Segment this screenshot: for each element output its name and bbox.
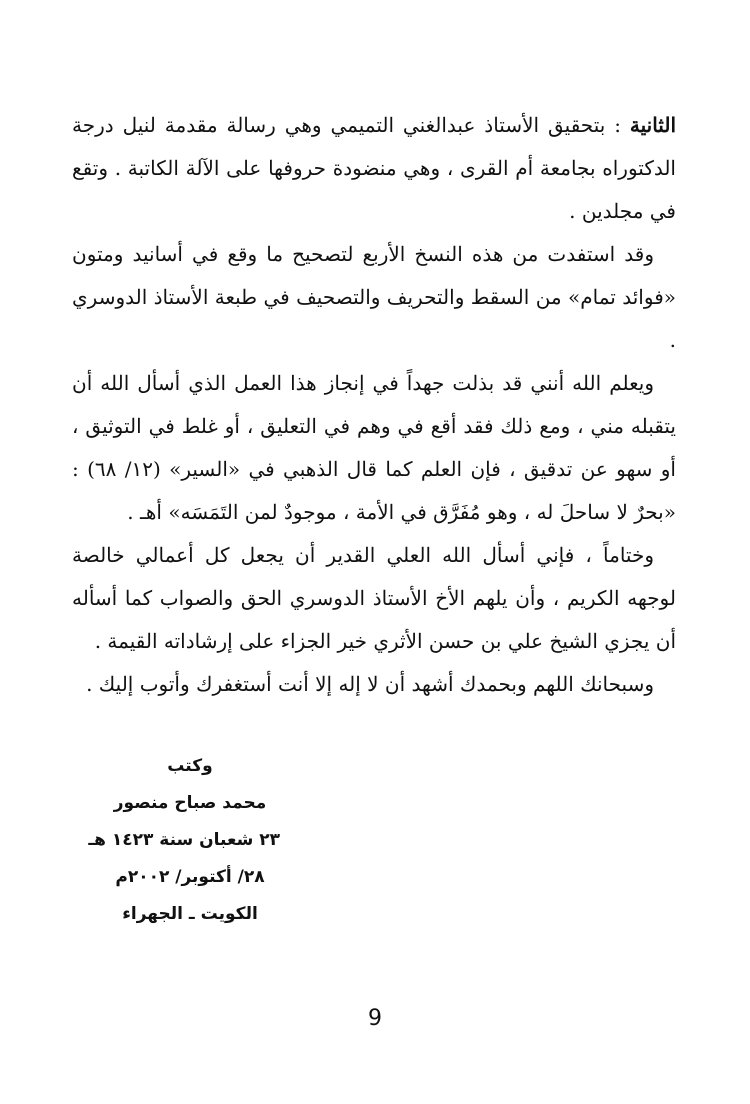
paragraph-lead-word: الثانية <box>629 113 676 137</box>
paragraph-closing: وختاماً ، فإني أسأل الله العلي القدير أن يجعل كل أعمالي خالصة لوجهه الكريم ، وأن يلهم الأخ الأستاذ الدوسري الحق والصواب كما أسأله أن يجزي الشيخ علي بن حسن الأثري خير الجزاء على إرشاداته القيمة . <box>72 543 676 653</box>
paragraph-text: : بتحقيق الأستاذ عبدالغني التميمي وهي رسالة مقدمة لنيل درجة الدكتوراه بجامعة أم القرى ، وهي منضودة حروفها على الآلة الكاتبة . وتقع في مجلدين . <box>72 113 676 223</box>
paragraph-benefit: وقد استفدت من هذه النسخ الأربع لتصحيح ما وقع في أسانيد ومتون «فوائد تمام» من السقط والتحريف والتصحيف في طبعة الأستاذ الدوسري . <box>72 242 676 352</box>
signature-hijri-date: ٢٣ شعبان سنة ١٤٢٣ هـ <box>88 830 280 850</box>
paragraph-second-manuscript <box>72 104 676 233</box>
signature-wrote: وكتب <box>167 756 213 776</box>
signature-place: الكويت ـ الجهراء <box>122 904 258 924</box>
paragraph-prayer: وسبحانك اللهم وبحمدك أشهد أن لا إله إلا أنت أستغفرك وأتوب إليك . <box>86 672 654 696</box>
page-number: 9 <box>368 1006 382 1031</box>
body-text <box>72 104 676 706</box>
signature-name: محمد صباح منصور <box>113 793 267 813</box>
paragraph-effort: ويعلم الله أنني قد بذلت جهداً في إنجاز هذا العمل الذي أسأل الله أن يتقبله مني ، ومع ذلك فقد أقع في وهم في التعليق ، أو غلط في التوثيق ، أو سهو عن تدقيق ، فإن العلم كما قال الذهبي في «السير» (١٢/ ٦٨) : «بحرٌ لا ساحلَ له ، وهو مُفَرَّق في الأمة ، موجودٌ لمن التَمَسَه» أهـ . <box>72 371 676 524</box>
signature-gregorian-date: ٢٨/ أكتوبر/ ٢٠٠٢م <box>115 867 265 887</box>
signature-block <box>88 748 280 933</box>
